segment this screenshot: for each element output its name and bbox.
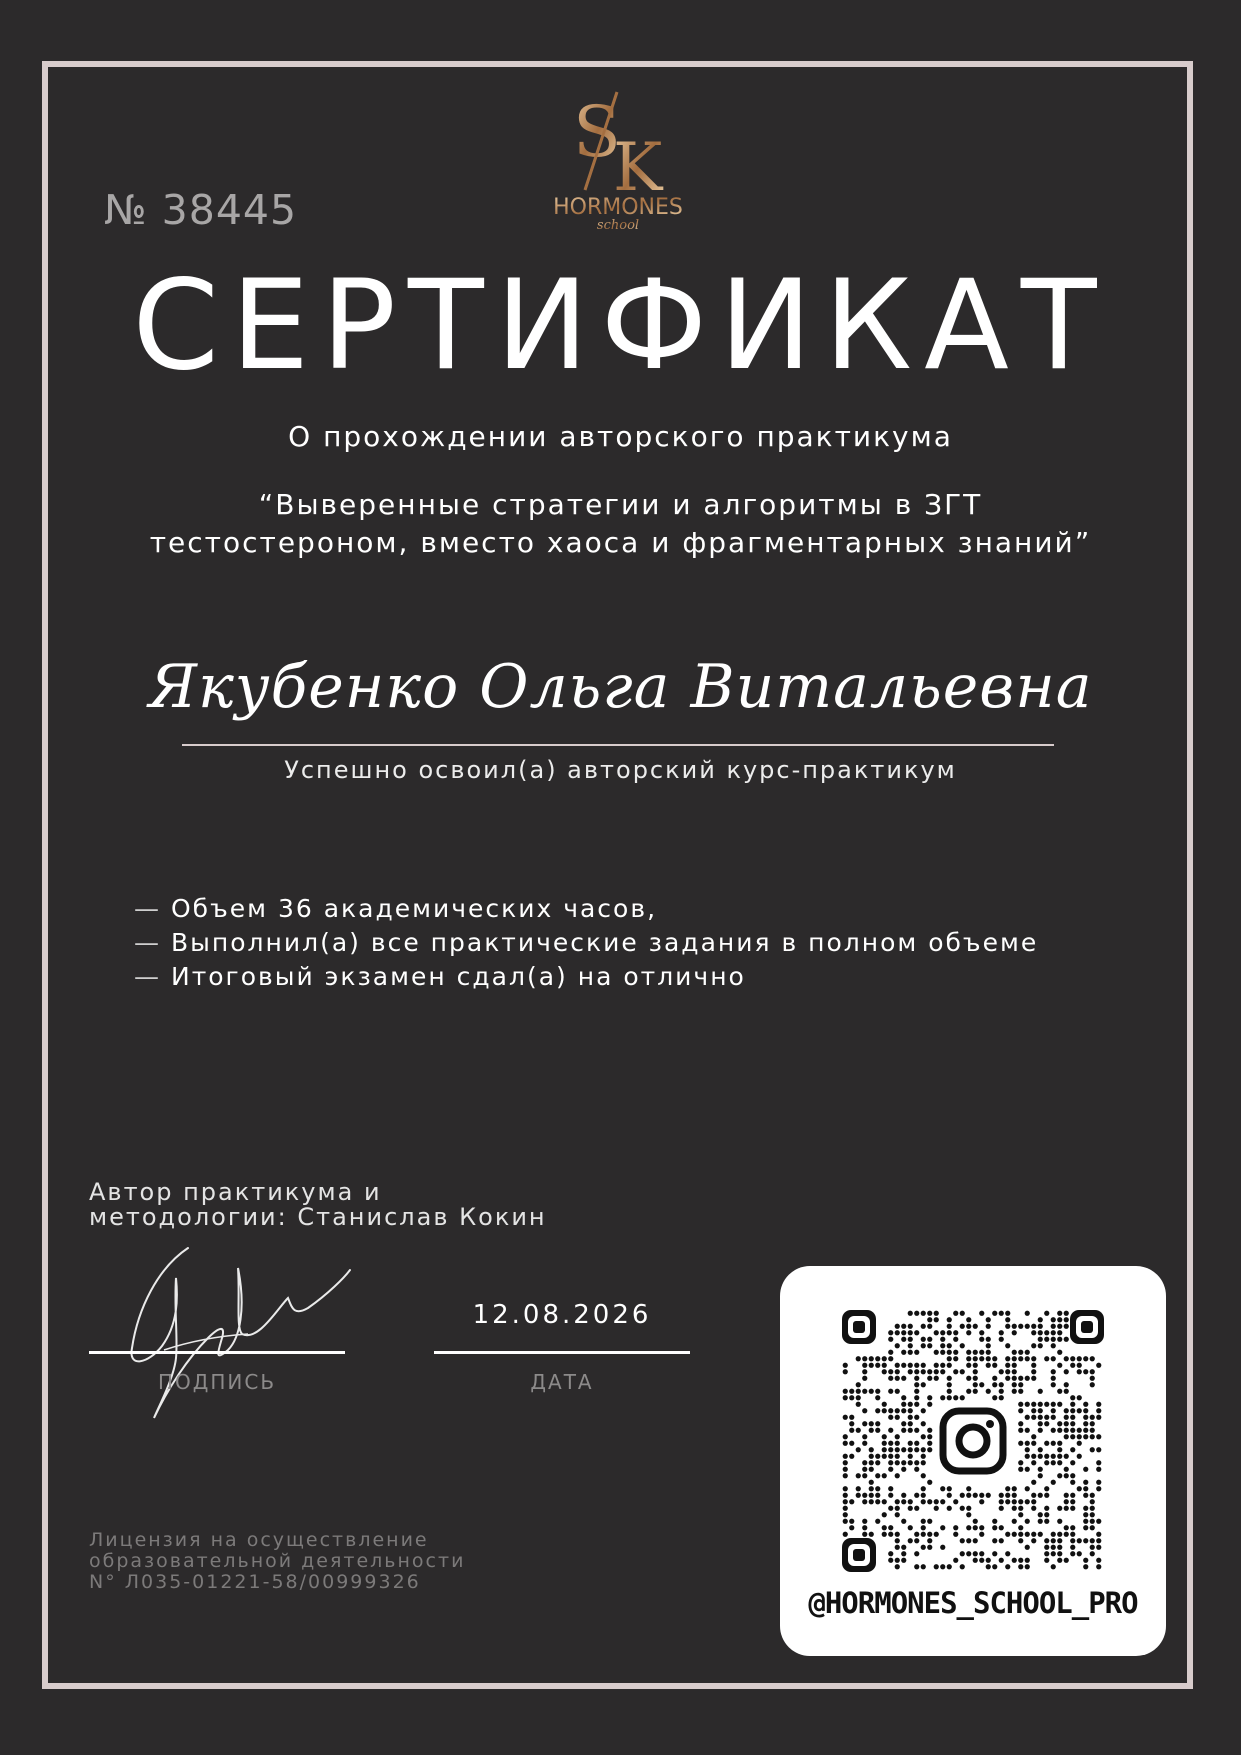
license-line-1: Лицензия на осуществление bbox=[89, 1529, 429, 1551]
author-info bbox=[89, 1180, 547, 1230]
svg-text:school: school bbox=[596, 218, 640, 233]
course-title-line-1: “Выверенные стратегии и алгоритмы в ЗГТ bbox=[258, 488, 983, 521]
signature-label: ПОДПИСЬ bbox=[157, 1370, 277, 1394]
svg-text:HORMONES: HORMONES bbox=[553, 195, 683, 220]
course-title-line-2: тестостероном, вместо хаоса и фрагментарных знаний” bbox=[149, 526, 1092, 559]
certificate-title: СЕРТИФИКАТ bbox=[132, 254, 1109, 398]
detail-item: — Итоговый экзамен сдал(а) на отлично bbox=[134, 962, 746, 991]
date-value: 12.08.2026 bbox=[472, 1300, 652, 1330]
success-text: Успешно освоил(а) авторский курс-практикум bbox=[284, 756, 957, 784]
details-list bbox=[134, 892, 1038, 994]
author-line-2: методологии: Станислав Кокин bbox=[89, 1203, 547, 1231]
recipient-name-underline bbox=[182, 744, 1054, 746]
handwritten-signature bbox=[118, 1238, 358, 1434]
certificate-subtitle: О прохождении авторского практикума bbox=[288, 420, 953, 453]
recipient-name: Якубенко Ольга Витальевна bbox=[148, 652, 1093, 722]
license-line-3: N° Л035-01221-58/00999326 bbox=[89, 1571, 421, 1593]
course-title bbox=[0, 486, 1241, 562]
hormones-school-logo bbox=[543, 84, 693, 236]
dash-icon: — bbox=[134, 962, 161, 991]
signature-line bbox=[89, 1351, 345, 1354]
date-line bbox=[434, 1351, 690, 1354]
license-info bbox=[89, 1530, 465, 1593]
detail-item: — Выполнил(а) все практические задания в полном объеме bbox=[134, 928, 1039, 957]
dash-icon: — bbox=[134, 928, 161, 957]
svg-text:S: S bbox=[573, 91, 621, 173]
instagram-handle[interactable]: @HORMONES_SCHOOL_PRO bbox=[808, 1586, 1138, 1620]
date-label: ДАТА bbox=[530, 1370, 594, 1394]
detail-item: — Объем 36 академических часов, bbox=[134, 894, 658, 923]
instagram-icon bbox=[937, 1405, 1009, 1477]
author-line-1: Автор практикума и bbox=[89, 1178, 382, 1206]
certificate-number: № 38445 bbox=[104, 186, 298, 234]
license-line-2: образовательной деятельности bbox=[89, 1550, 466, 1572]
qr-card[interactable] bbox=[780, 1266, 1166, 1656]
qr-code[interactable] bbox=[842, 1310, 1104, 1572]
svg-text:K: K bbox=[613, 129, 663, 206]
dash-icon: — bbox=[134, 894, 161, 923]
